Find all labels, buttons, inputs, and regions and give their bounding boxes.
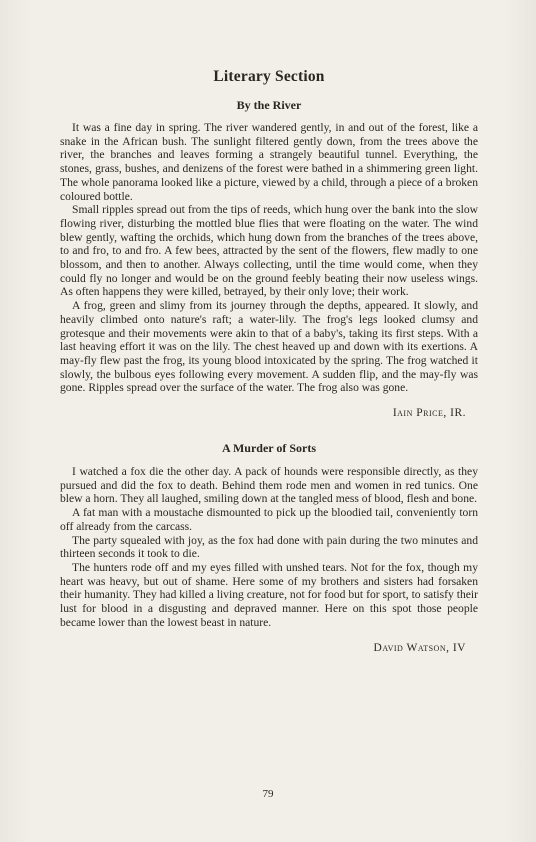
paragraph: It was a fine day in spring. The river wandered gently, in and out of the forest, like a snake in the African bush. The sunlight filtered gently down, from the trees above the river, the branches and leaves forming a strangely beautiful tunnel. Everything, the stones, grass, bushes, and denizens of the forest were bathed in a shimmering green light. The whole panorama looked like a picture, viewed by a child, through a piece of a broken coloured bottle. xyxy=(60,121,478,203)
author-signature: David Watson, IV xyxy=(373,641,466,654)
section-title: Literary Section xyxy=(213,68,325,85)
paragraph: Small ripples spread out from the tips of reeds, which hung over the bank into the slow flowing river, disturbing the mottled blue flies that were floating on the water. The wind blew gently, wafting the orchids, which hung down from the branches of the trees above, to and fro, to and fro. A few bees, attracted by the sent of the flowers, flew madly to one blossom, and then to another. Always collecting, until the time would come, when they could fly no longer and would be on the ground feebly beating their now useless wings. As often happens they were killed, betrayed, by their only love; their work. xyxy=(60,203,478,299)
paragraph: A frog, green and slimy from its journey through the depths, appeared. It slowly, and heavily climbed onto nature's raft; a water-lily. The frog's legs looked clumsy and grotesque and their movements were akin to that of a baby's, taking its first steps. With a last heaving effort it was on the lily. The chest heaved up and down with its exertions. A may-fly flew past the frog, its young blood intoxicated by the spring. The frog watched it slowly, the bulbous eyes following every movement. A sudden flip, and the may-fly was gone. Ripples spread over the surface of the water. The frog also was gone. xyxy=(60,299,478,395)
paragraph: The party squealed with joy, as the fox had done with pain during the two minutes and thirteen seconds it took to die. xyxy=(60,533,478,561)
text-column xyxy=(60,68,478,654)
paragraph: A fat man with a moustache dismounted to pick up the bloodied tail, conveniently torn off already from the carcass. xyxy=(60,506,478,533)
paragraph: I watched a fox die the other day. A pack of hounds were responsible directly, as they pursued and did the fox to death. Behind them rode men and women in red tunics. One blew a horn. They all laughed, smiling down at the tangled mess of blood, flesh and bone. xyxy=(60,465,478,506)
paragraph: The hunters rode off and my eyes filled with unshed tears. Not for the fox, though my heart was heavy, but out of shame. Here some of my brothers and sisters had forsaken their humanity. They had killed a living creature, not for food but for sport, to satisfy their lust for blood in a disgusting and depraved manner. Here on this spot those people became lower than the lowest beast in nature. xyxy=(60,560,478,629)
page-number: 79 xyxy=(262,788,274,800)
article-title: A Murder of Sorts xyxy=(221,441,317,456)
article-title: By the River xyxy=(236,98,302,112)
author-signature: Iain Price, IR. xyxy=(392,407,466,420)
